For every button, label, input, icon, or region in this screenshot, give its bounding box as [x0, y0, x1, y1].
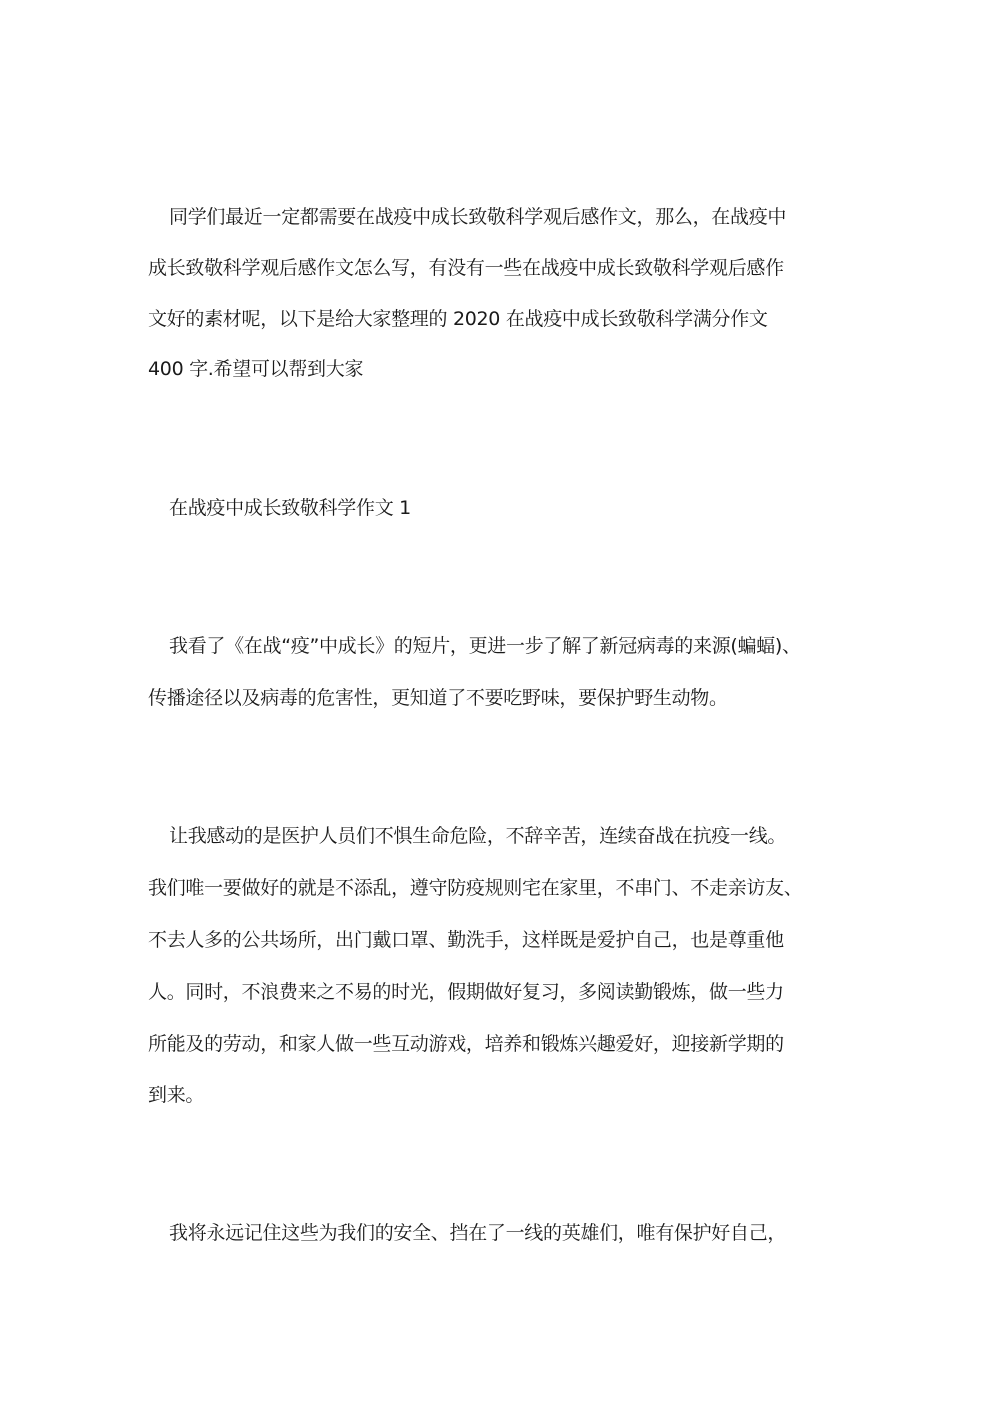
- section-title: 在战疫中成长致敬科学作文 1: [169, 497, 411, 519]
- paragraph-2-line-6: 到来。: [148, 1084, 205, 1106]
- intro-line-2: 成长致敬科学观后感作文怎么写，有没有一些在战疫中成长致敬科学观后感作: [148, 257, 784, 279]
- paragraph-2-line-4: 人。同时，不浪费来之不易的时光，假期做好复习，多阅读勤锻炼，做一些力: [148, 981, 784, 1003]
- paragraph-2-line-2: 我们唯一要做好的就是不添乱，遵守防疫规则宅在家里，不串门、不走亲访友、: [148, 877, 803, 899]
- intro-line-1: 同学们最近一定都需要在战疫中成长致敬科学观后感作文，那么，在战疫中: [169, 206, 787, 228]
- paragraph-1-line-1: 我看了《在战“疫”中成长》的短片，更进一步了解了新冠病毒的来源(蝙蝠)、: [169, 635, 801, 657]
- paragraph-2-line-3: 不去人多的公共场所，出门戴口罩、勤洗手，这样既是爱护自己，也是尊重他: [148, 929, 784, 951]
- intro-line-4: 400 字.希望可以帮到大家: [148, 358, 364, 380]
- paragraph-3-line-1: 我将永远记住这些为我们的安全、挡在了一线的英雄们，唯有保护好自己，: [169, 1222, 787, 1244]
- paragraph-2-line-1: 让我感动的是医护人员们不惧生命危险，不辞辛苦，连续奋战在抗疫一线。: [169, 825, 787, 847]
- intro-line-3: 文好的素材呢，以下是给大家整理的 2020 在战疫中成长致敬科学满分作文: [148, 308, 768, 330]
- paragraph-1-line-2: 传播途径以及病毒的危害性，更知道了不要吃野味，要保护野生动物。: [148, 687, 728, 709]
- paragraph-2-line-5: 所能及的劳动，和家人做一些互动游戏，培养和锻炼兴趣爱好，迎接新学期的: [148, 1033, 784, 1055]
